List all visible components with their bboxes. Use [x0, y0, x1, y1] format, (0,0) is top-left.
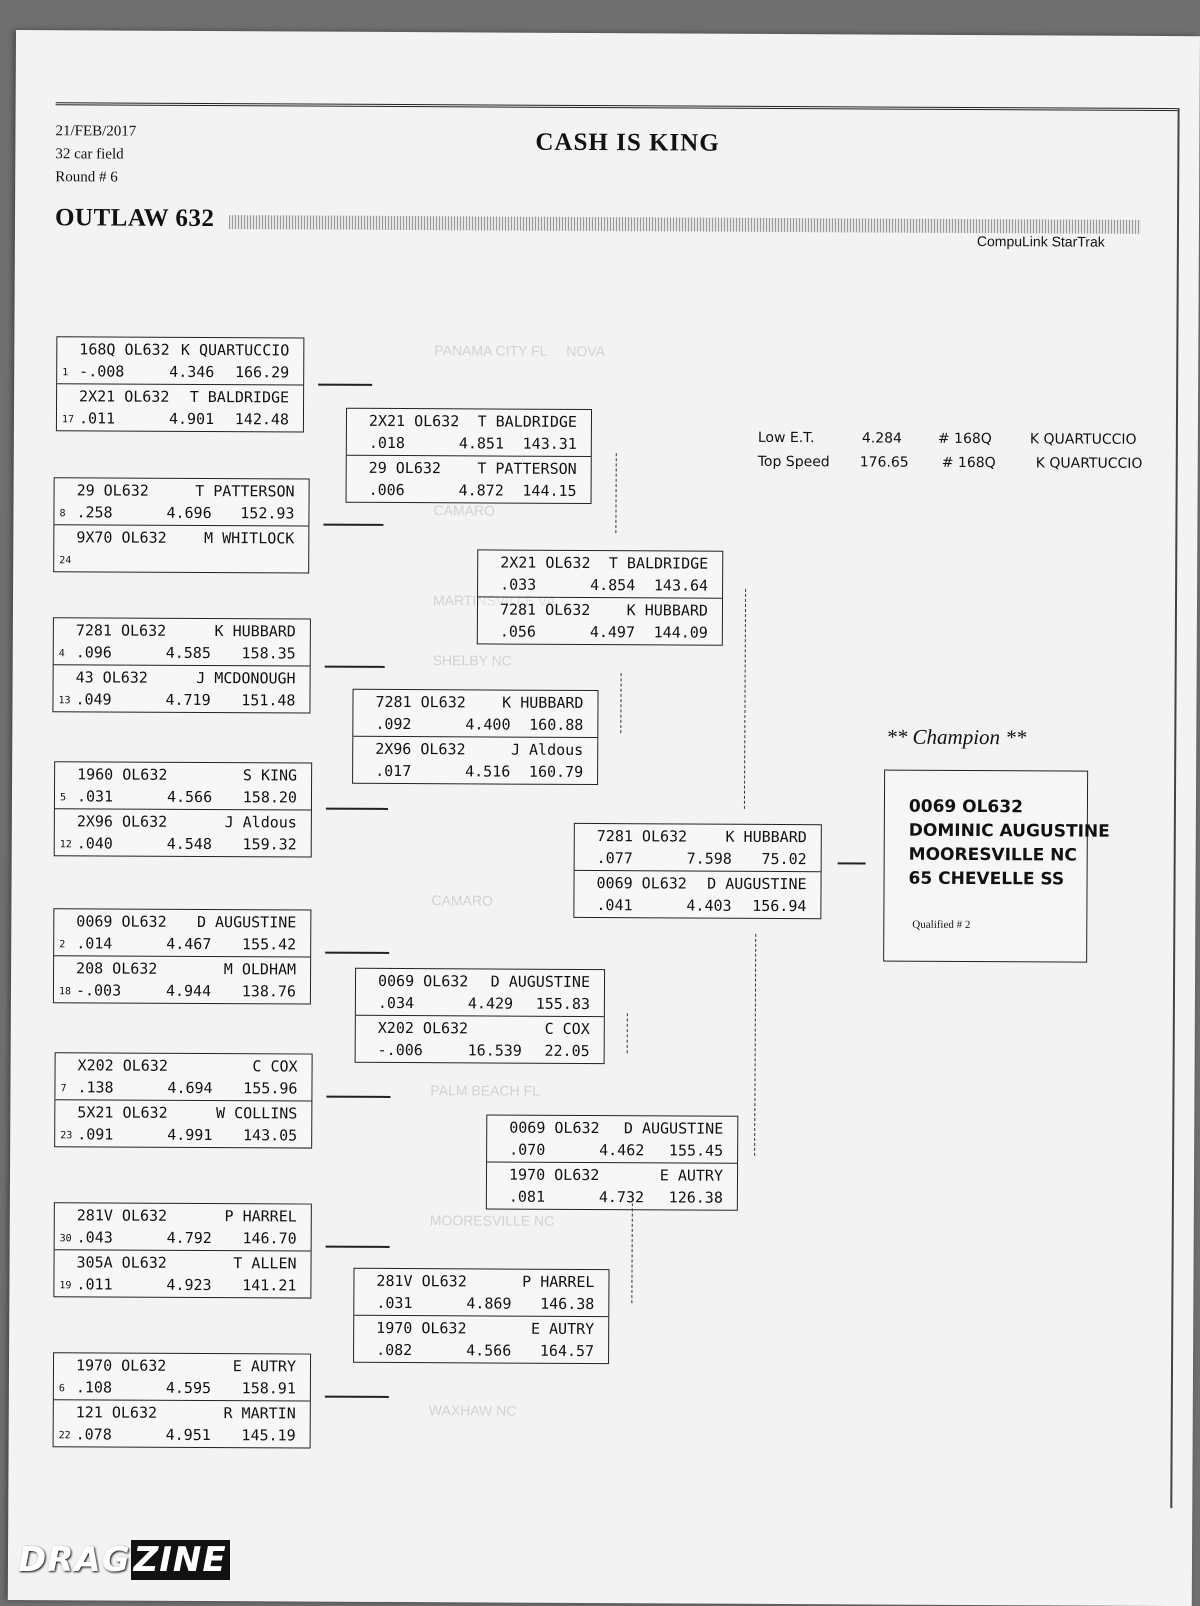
- class-name: OUTLAW 632: [55, 204, 215, 233]
- car-number: 2X96 OL632: [77, 812, 167, 830]
- driver-name: K QUARTUCCIO: [181, 341, 289, 360]
- car-number: 2X21 OL632: [369, 412, 459, 430]
- event-title: CASH IS KING: [535, 129, 719, 158]
- car-number: X202 OL632: [78, 1056, 168, 1074]
- top-speed-label: Top Speed: [758, 454, 830, 470]
- racer-entry: [575, 824, 821, 871]
- matchup-round1-2: [53, 477, 309, 573]
- car-number: 5X21 OL632: [77, 1103, 167, 1121]
- car-number: 281V OL632: [376, 1272, 466, 1290]
- driver-name: P HARREL: [224, 1207, 296, 1225]
- elapsed-time: 4.566: [466, 1341, 511, 1359]
- racer-entry: [574, 870, 820, 918]
- seed-number: 22: [59, 1430, 71, 1441]
- racer-entry: [54, 618, 310, 665]
- elapsed-time: 4.696: [166, 504, 211, 522]
- top-speed-value: 176.65: [860, 454, 909, 470]
- champion-box: [883, 770, 1088, 963]
- elapsed-time: 4.944: [166, 982, 211, 1000]
- driver-name: D AUGUSTINE: [707, 875, 806, 894]
- driver-name: C COX: [252, 1057, 297, 1075]
- speed-mph: 156.94: [752, 897, 806, 915]
- car-number: 208 OL632: [76, 959, 157, 977]
- car-number: 1970 OL632: [509, 1166, 599, 1184]
- driver-name: D AUGUSTINE: [197, 913, 296, 932]
- seed-number: 2: [59, 939, 65, 950]
- top-speed-car: # 168Q: [942, 455, 996, 471]
- racer-entry: [478, 596, 722, 644]
- driver-name: C COX: [545, 1020, 590, 1038]
- reaction-time: .014: [76, 934, 112, 952]
- reaction-time: .034: [378, 994, 414, 1012]
- champion-qualified: Qualified # 2: [912, 919, 970, 931]
- reaction-time: .081: [509, 1188, 545, 1206]
- logo-part-zine: ZINE: [131, 1540, 230, 1580]
- speed-mph: 143.64: [654, 576, 708, 594]
- reaction-time: .091: [77, 1125, 113, 1143]
- final-to-champion-connector: [838, 862, 866, 864]
- elapsed-time: 4.548: [167, 835, 212, 853]
- racer-entry: [54, 478, 308, 525]
- driver-name: T PATTERSON: [477, 459, 576, 478]
- low-et-label: Low E.T.: [758, 430, 815, 446]
- speed-mph: 141.21: [242, 1276, 296, 1294]
- car-number: 2X21 OL632: [500, 554, 590, 572]
- speed-mph: 152.93: [240, 504, 294, 522]
- reaction-time: .031: [77, 787, 113, 805]
- driver-name: J Aldous: [511, 741, 583, 759]
- car-number: X202 OL632: [378, 1019, 468, 1037]
- racer-entry: [356, 969, 604, 1016]
- reaction-time: .011: [79, 409, 115, 427]
- car-number: 43 OL632: [76, 668, 148, 686]
- speed-mph: 142.48: [235, 410, 289, 428]
- car-number: 29 OL632: [369, 459, 441, 477]
- driver-name: T ALLEN: [233, 1254, 296, 1272]
- car-number: 2X21 OL632: [79, 387, 169, 405]
- elapsed-time: 4.346: [169, 363, 214, 381]
- event-info: [55, 120, 136, 189]
- elapsed-time: 4.497: [590, 623, 635, 641]
- reaction-time: .043: [77, 1228, 113, 1246]
- driver-name: K HUBBARD: [502, 694, 583, 712]
- racer-entry: [356, 1015, 604, 1063]
- car-number: 7281 OL632: [375, 693, 465, 711]
- driver-name: E AUTRY: [233, 1357, 296, 1375]
- matchup-round1-4: [54, 761, 312, 857]
- racer-entry: [55, 1203, 311, 1250]
- elapsed-time: 4.467: [166, 935, 211, 953]
- speed-mph: 158.91: [242, 1379, 296, 1397]
- reaction-time: .138: [77, 1078, 113, 1096]
- car-number: 7281 OL632: [597, 827, 687, 845]
- speed-mph: 164.57: [540, 1342, 594, 1360]
- elapsed-time: 4.400: [465, 715, 510, 733]
- ladder-sheet: PANAMA CITY FL NOVA CAMARO MARTINSVILLE VA SHELBY NC CAMARO PALM BEACH FL MOORESVILLE NC WAXHAW NC 21/FEB/2017 32 car field Round # 6 CASH IS KING OUTLAW 632 CompuLink StarTrak 1 168Q OL632 K QUARTUCCIO -.008 4.346 166.29 17 2X21 OL632 T BALDRIDGE .011 4.901 142.48 8 29 OL632 T PATTERSON .258 4.696 152.93 24 9X70 OL632 M WHITLOCK 4 7281 OL632 K HUBBARD .096 4.585 158.35 13 43 OL632 J MCDONOUGH .049 4.719 151.48 5 1960 OL632 S KING .031 4.566 158.20 12 2X96 OL632 J Aldous .040 4.548 159.32 2 0069 OL632 D AUGUSTINE .014 4.467 155.42 18 208 OL632 M OLDHAM -.003 4.944 138.76 7 X202 OL632 C COX .138 4.694 155.96 23 5X21 OL632 W COLLINS .091 4.991 143.05 30 281V OL632 P HARREL .043 4.792 146.70 19 305A OL632 T ALLEN .011 4.923 141.21 6 1970 OL632 E AUTRY .108 4.595 158.91 22 121 OL632 R MARTIN .078 4.951 145.19 2X21 OL632 T BALDRIDGE .018 4.851 143.31 29 OL632 T PATTERSON .006 4.872 144.15 7281 OL632 K HUBBARD .092 4.400 160.88 2X96 OL632 J Aldous .017 4.516 160.79 0069 OL632 D AUGUSTINE .034 4.429 155.83 X202 OL632 C COX -.006 16.539 22.05 281V OL632 P HARREL .031 4.869 146.38 1970 OL632 E AUTRY .082 4.566 164.57 2X21 OL632 T BALDRIDGE .033 4.854 143.64 7281 OL632 K HUBBARD .056 4.497 144.09 0069 OL632 D AUGUSTINE .070 4.462 155.45 1970 OL632 E AUTRY .081 4.732 126.38 7281 OL632 K HUBBARD .077 7.598 75.02 0069 OL632 D AUGUSTINE .041 4.403 156.94 Low E.T. 4.284 # 168Q K QUARTUCCIO Top Speed 176.65 # 168Q K QUARTUCCIO ** Champion ** 0069 OL632 DOMINIC AUGUSTINE MOORESVILLE NC 65 CHEVELLE SS Qualified # 2: [8, 30, 1200, 1606]
- seed-number: 7: [60, 1083, 66, 1094]
- seed-number: 24: [59, 555, 71, 566]
- racer-entry: [57, 383, 303, 431]
- seed-number: 1: [62, 367, 68, 378]
- seed-number: 6: [59, 1383, 65, 1394]
- logo-part-drag: DRAG: [18, 1540, 131, 1580]
- speed-mph: 155.45: [669, 1141, 723, 1159]
- racer-entry: [54, 1399, 310, 1447]
- driver-name: K HUBBARD: [215, 622, 296, 640]
- racer-entry: [478, 550, 722, 597]
- reaction-time: -.006: [378, 1041, 423, 1059]
- reaction-time: .092: [375, 715, 411, 733]
- driver-name: E AUTRY: [531, 1320, 594, 1338]
- bracket-connector: [326, 1096, 390, 1098]
- driver-name: T BALDRIDGE: [190, 388, 289, 407]
- car-number: 168Q OL632: [79, 340, 169, 358]
- reaction-time: .258: [76, 503, 112, 521]
- bracket-connector-dashed: [744, 589, 746, 809]
- driver-name: J Aldous: [225, 813, 297, 831]
- low-et-driver: K QUARTUCCIO: [1030, 431, 1137, 448]
- speed-mph: 126.38: [669, 1188, 723, 1206]
- racer-entry: [54, 1249, 310, 1297]
- elapsed-time: 16.539: [468, 1041, 522, 1059]
- elapsed-time: 4.851: [459, 434, 504, 452]
- matchup-round3-2: [486, 1114, 738, 1210]
- round-number: Round # 6: [55, 166, 136, 189]
- racer-entry: [55, 762, 311, 809]
- speed-mph: 160.88: [529, 716, 583, 734]
- elapsed-time: 7.598: [687, 850, 732, 868]
- driver-name: M WHITLOCK: [204, 529, 294, 547]
- racer-entry: [347, 455, 591, 503]
- driver-name: T PATTERSON: [195, 482, 294, 501]
- racer-entry: [353, 690, 597, 737]
- car-number: 7281 OL632: [500, 601, 590, 619]
- elapsed-time: 4.719: [165, 691, 210, 709]
- car-number: 0069 OL632: [76, 912, 166, 930]
- driver-name: E AUTRY: [660, 1166, 723, 1184]
- bracket-connector: [326, 1246, 390, 1248]
- racer-entry: [55, 1099, 311, 1147]
- bracket-connector-dashed: [615, 453, 616, 533]
- driver-name: J MCDONOUGH: [196, 669, 295, 688]
- reaction-time: .018: [369, 434, 405, 452]
- speed-mph: 75.02: [761, 850, 806, 868]
- bracket-connector: [318, 384, 372, 386]
- reaction-time: .017: [375, 762, 411, 780]
- driver-name: D AUGUSTINE: [491, 972, 590, 991]
- racer-entry: [54, 524, 308, 572]
- seed-number: 17: [62, 414, 74, 425]
- driver-name: R MARTIN: [223, 1404, 295, 1422]
- bracket-connector-dashed: [620, 673, 621, 733]
- champion-hometown: MOORESVILLE NC: [909, 845, 1077, 866]
- elapsed-time: 4.694: [167, 1079, 212, 1097]
- speed-mph: 143.05: [243, 1126, 297, 1144]
- reaction-time: .033: [500, 576, 536, 594]
- bracket-connector-dashed: [631, 1193, 633, 1303]
- matchup-final: [573, 823, 821, 919]
- matchup-round2-4: [353, 1268, 609, 1364]
- elapsed-time: 4.854: [590, 576, 635, 594]
- reaction-time: .006: [369, 481, 405, 499]
- bracket-connector: [325, 666, 385, 668]
- reaction-time: .077: [597, 849, 633, 867]
- matchup-round2-3: [355, 968, 605, 1064]
- speed-mph: 143.31: [523, 435, 577, 453]
- racer-entry: [54, 909, 310, 956]
- elapsed-time: 4.869: [466, 1294, 511, 1312]
- car-number: 0069 OL632: [596, 874, 686, 892]
- driver-name: K HUBBARD: [725, 828, 806, 846]
- speed-mph: 22.05: [544, 1042, 589, 1060]
- car-number: 1960 OL632: [77, 765, 167, 783]
- racer-entry: [57, 337, 303, 384]
- car-number: 1970 OL632: [376, 1319, 466, 1337]
- champion-vehicle: 65 CHEVELLE SS: [909, 869, 1065, 890]
- speed-mph: 166.29: [235, 363, 289, 381]
- racer-entry: [354, 1269, 608, 1316]
- car-number: 9X70 OL632: [76, 528, 166, 546]
- seed-number: 13: [58, 695, 70, 706]
- driver-name: K HUBBARD: [627, 601, 708, 619]
- car-number: 1970 OL632: [76, 1356, 166, 1374]
- speed-mph: 145.19: [241, 1426, 295, 1444]
- seed-number: 18: [59, 986, 71, 997]
- car-number: 29 OL632: [77, 481, 149, 499]
- car-number: 7281 OL632: [76, 621, 166, 639]
- reaction-time: .011: [76, 1275, 112, 1293]
- elapsed-time: 4.951: [166, 1426, 211, 1444]
- elapsed-time: 4.595: [166, 1379, 211, 1397]
- bracket-connector-dashed: [627, 1013, 628, 1053]
- car-number: 0069 OL632: [509, 1119, 599, 1137]
- bracket-connector: [325, 952, 389, 954]
- champion-label: ** Champion **: [886, 725, 1026, 751]
- speed-mph: 155.83: [536, 995, 590, 1013]
- driver-name: M OLDHAM: [224, 960, 296, 978]
- elapsed-time: 4.991: [167, 1126, 212, 1144]
- top-speed-driver: K QUARTUCCIO: [1036, 455, 1143, 472]
- car-number: 0069 OL632: [378, 972, 468, 990]
- car-number: 281V OL632: [77, 1206, 167, 1224]
- racer-entry: [54, 1353, 310, 1400]
- matchup-round1-1: [56, 336, 304, 432]
- seed-number: 5: [60, 792, 66, 803]
- driver-name: S KING: [243, 766, 297, 784]
- racer-entry: [347, 409, 591, 456]
- reaction-time: .049: [75, 690, 111, 708]
- elapsed-time: 4.585: [166, 644, 211, 662]
- seed-number: 8: [59, 508, 65, 519]
- racer-entry: [487, 1115, 737, 1162]
- seed-number: 12: [60, 839, 72, 850]
- elapsed-time: 4.901: [169, 410, 214, 428]
- seed-number: 23: [60, 1130, 72, 1141]
- field-size: 32 car field: [55, 143, 136, 166]
- reaction-time: .082: [376, 1341, 412, 1359]
- reaction-time: -.003: [76, 981, 121, 999]
- speed-mph: 146.70: [242, 1229, 296, 1247]
- reaction-time: .096: [76, 643, 112, 661]
- speed-mph: 159.32: [243, 835, 297, 853]
- speed-mph: 151.48: [241, 691, 295, 709]
- driver-name: T BALDRIDGE: [609, 554, 708, 573]
- speed-mph: 160.79: [529, 763, 583, 781]
- event-date: 21/FEB/2017: [55, 120, 136, 143]
- matchup-round2-2: [352, 689, 598, 785]
- racer-entry: [354, 1315, 608, 1363]
- low-et-car: # 168Q: [938, 431, 992, 447]
- elapsed-time: 4.403: [686, 897, 731, 915]
- seed-number: 30: [60, 1233, 72, 1244]
- reaction-time: .031: [376, 1294, 412, 1312]
- champion-name: DOMINIC AUGUSTINE: [909, 821, 1110, 842]
- bracket-connector: [323, 524, 383, 526]
- bracket-connector: [326, 808, 388, 810]
- elapsed-time: 4.872: [459, 481, 504, 499]
- racer-entry: [353, 736, 597, 784]
- driver-name: P HARREL: [522, 1273, 594, 1291]
- matchup-round1-6: [54, 1052, 312, 1148]
- reaction-time: .056: [500, 623, 536, 641]
- champion-car: 0069 OL632: [909, 797, 1023, 818]
- speed-mph: 158.35: [242, 644, 296, 662]
- reaction-time: .070: [509, 1141, 545, 1159]
- speed-mph: 144.15: [522, 482, 576, 500]
- racer-entry: [55, 1053, 311, 1100]
- racer-entry: [53, 664, 309, 712]
- elapsed-time: 4.516: [465, 762, 510, 780]
- driver-name: T BALDRIDGE: [478, 412, 577, 431]
- timing-system-label: CompuLink StarTrak: [977, 233, 1105, 250]
- seed-number: 19: [59, 1280, 71, 1291]
- reaction-time: .108: [76, 1378, 112, 1396]
- reaction-time: .041: [596, 896, 632, 914]
- speed-mph: 144.09: [654, 623, 708, 641]
- seed-number: 4: [59, 648, 65, 659]
- bracket-connector-dashed: [754, 934, 756, 1156]
- racer-entry: [55, 808, 311, 856]
- speed-mph: 158.20: [243, 788, 297, 806]
- car-number: 305A OL632: [77, 1253, 167, 1271]
- header-rule: [56, 102, 1178, 111]
- elapsed-time: 4.566: [167, 788, 212, 806]
- racer-entry: [54, 955, 310, 1003]
- reaction-time: .040: [77, 834, 113, 852]
- matchup-round1-5: [53, 908, 311, 1004]
- elapsed-time: 4.792: [167, 1229, 212, 1247]
- driver-name: W COLLINS: [216, 1104, 297, 1122]
- speed-mph: 155.42: [242, 935, 296, 953]
- elapsed-time: 4.462: [599, 1141, 644, 1159]
- bracket-connector: [325, 1396, 389, 1398]
- reaction-time: .078: [76, 1425, 112, 1443]
- racer-entry: [487, 1161, 737, 1209]
- matchup-round1-8: [53, 1352, 311, 1448]
- car-number: 2X96 OL632: [375, 740, 465, 758]
- dragzine-logo: [18, 1540, 230, 1580]
- matchup-round2-1: [346, 408, 592, 504]
- speed-mph: 138.76: [242, 982, 296, 1000]
- elapsed-time: 4.429: [468, 994, 513, 1012]
- matchup-round1-7: [53, 1202, 311, 1298]
- frame-right-rule: [1170, 108, 1179, 1508]
- elapsed-time: 4.732: [599, 1188, 644, 1206]
- speed-mph: 155.96: [243, 1079, 297, 1097]
- driver-name: D AUGUSTINE: [624, 1119, 723, 1138]
- dotted-header-bar: [229, 215, 1141, 234]
- matchup-round3-1: [477, 549, 723, 645]
- matchup-round1-3: [52, 617, 310, 713]
- low-et-value: 4.284: [862, 430, 902, 446]
- reaction-time: -.008: [79, 362, 124, 380]
- speed-mph: 146.38: [540, 1295, 594, 1313]
- car-number: 121 OL632: [76, 1403, 157, 1421]
- elapsed-time: 4.923: [166, 1276, 211, 1294]
